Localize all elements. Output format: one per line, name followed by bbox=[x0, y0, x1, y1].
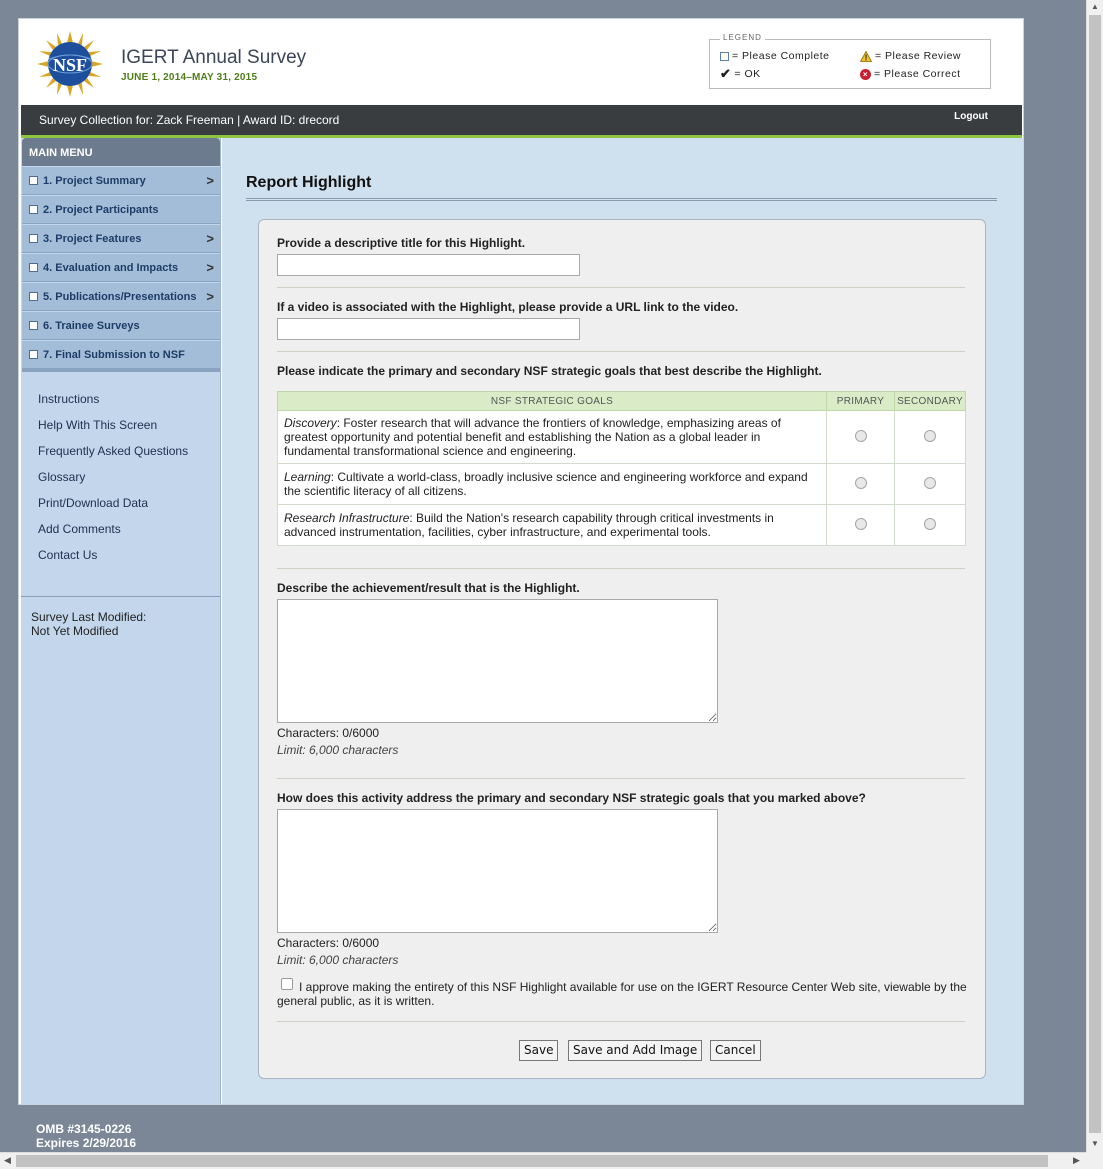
sidebar-item-label: 2. Project Participants bbox=[43, 204, 159, 216]
legend-ok-label: = OK bbox=[734, 68, 761, 80]
sidebar-item-trainee-surveys[interactable] bbox=[22, 311, 220, 340]
sidebar-item-final-submission[interactable] bbox=[22, 340, 220, 369]
table-row-discovery bbox=[278, 411, 966, 464]
legend bbox=[709, 33, 991, 89]
link-add-comments[interactable]: Add Comments bbox=[38, 522, 121, 536]
goals-question: Please indicate the primary and secondary NSF strategic goals that best describe the Highlight. bbox=[277, 364, 822, 378]
expiration-date: Expires 2/29/2016 bbox=[36, 1136, 137, 1150]
page-title: Report Highlight bbox=[246, 174, 372, 191]
scroll-up-arrow-icon[interactable]: ▲ bbox=[1091, 2, 1099, 11]
horizontal-scroll-thumb[interactable] bbox=[16, 1155, 1048, 1167]
legend-complete-label: = Please Complete bbox=[732, 50, 830, 62]
infrastructure-secondary-radio[interactable] bbox=[924, 518, 936, 530]
section-divider bbox=[277, 568, 965, 569]
table-row-learning bbox=[278, 464, 966, 505]
survey-collection-info: Survey Collection for: Zack Freeman | Award ID: drecord bbox=[39, 113, 340, 127]
address-char-limit: Limit: 6,000 characters bbox=[277, 953, 399, 967]
legend-correct-label: = Please Correct bbox=[874, 68, 961, 80]
status-box-icon bbox=[29, 350, 38, 359]
secondary-cell bbox=[895, 464, 966, 505]
status-box-icon bbox=[29, 176, 38, 185]
warning-icon bbox=[860, 51, 872, 62]
primary-cell bbox=[827, 464, 895, 505]
title-divider bbox=[246, 198, 997, 201]
logout-link[interactable]: Logout bbox=[954, 111, 988, 122]
footer bbox=[36, 1122, 136, 1150]
status-box-icon bbox=[29, 292, 38, 301]
approve-public-label: I approve making the entirety of this NSF Highlight available for use on the IGERT Resource Center Web site, viewable by the general public, as it is written. bbox=[277, 980, 967, 1008]
main-content bbox=[222, 138, 1023, 1104]
discovery-secondary-radio[interactable] bbox=[924, 430, 936, 442]
legend-please-correct bbox=[860, 68, 961, 80]
link-faq[interactable]: Frequently Asked Questions bbox=[38, 444, 189, 458]
error-icon: × bbox=[860, 69, 871, 80]
sidebar-item-label: 7. Final Submission to NSF bbox=[43, 349, 185, 361]
link-instructions[interactable]: Instructions bbox=[38, 392, 100, 406]
header bbox=[19, 19, 1023, 105]
status-box-icon bbox=[29, 205, 38, 214]
address-char-count: Characters: 0/6000 bbox=[277, 936, 380, 950]
sidebar-item-publications[interactable] bbox=[22, 282, 220, 311]
goal-term: Learning bbox=[284, 470, 331, 484]
link-print-download[interactable]: Print/Download Data bbox=[38, 496, 149, 510]
address-goals-question: How does this activity address the primary and secondary NSF strategic goals that you marked above? bbox=[277, 791, 866, 805]
vertical-scrollbar[interactable] bbox=[1086, 0, 1103, 1152]
learning-secondary-radio[interactable] bbox=[924, 477, 936, 489]
secondary-cell bbox=[895, 505, 966, 546]
link-contact-us[interactable]: Contact Us bbox=[38, 548, 98, 562]
chevron-right-icon: > bbox=[206, 231, 214, 246]
survey-dates: JUNE 1, 2014–MAY 31, 2015 bbox=[121, 72, 258, 83]
video-url-input[interactable] bbox=[277, 318, 580, 340]
sidebar-item-label: 6. Trainee Surveys bbox=[43, 320, 140, 332]
sidebar-divider bbox=[21, 596, 220, 597]
save-add-image-button[interactable]: Save and Add Image bbox=[568, 1040, 702, 1061]
goal-text: : Build the Nation's research capability through critical investments in advanced instrumentation, facilities, cyber infrastructure, and experimental tools. bbox=[284, 511, 774, 539]
sidebar-item-label: 1. Project Summary bbox=[43, 175, 146, 187]
primary-cell bbox=[827, 411, 895, 464]
col-header-secondary: SECONDARY bbox=[895, 392, 966, 411]
strategic-goals-table bbox=[277, 391, 966, 546]
goal-description bbox=[278, 505, 827, 546]
cancel-button[interactable]: Cancel bbox=[710, 1040, 761, 1061]
col-header-primary: PRIMARY bbox=[827, 392, 895, 411]
link-help-screen[interactable]: Help With This Screen bbox=[38, 418, 158, 432]
address-goals-textarea[interactable] bbox=[277, 809, 718, 933]
table-row-research-infrastructure bbox=[278, 505, 966, 546]
col-header-goals: NSF STRATEGIC GOALS bbox=[278, 392, 827, 411]
link-glossary[interactable]: Glossary bbox=[38, 470, 86, 484]
video-question: If a video is associated with the Highlight, please provide a URL link to the video. bbox=[277, 300, 739, 314]
sidebar bbox=[21, 138, 221, 1104]
checkmark-icon: ✔ bbox=[720, 66, 732, 81]
sidebar-item-label: 5. Publications/Presentations bbox=[43, 291, 197, 303]
sidebar-item-project-summary[interactable] bbox=[22, 166, 220, 195]
empty-box-icon bbox=[720, 52, 729, 61]
modified-label: Survey Last Modified: bbox=[31, 610, 147, 624]
legend-title: LEGEND bbox=[720, 33, 765, 42]
achievement-textarea[interactable] bbox=[277, 599, 718, 723]
goal-text: : Cultivate a world-class, broadly inclusive science and engineering workforce and expand the scientific literacy of all citizens. bbox=[284, 470, 808, 498]
section-divider bbox=[277, 778, 965, 779]
vertical-scroll-thumb[interactable] bbox=[1089, 15, 1101, 1133]
legend-review-label: = Please Review bbox=[875, 50, 961, 62]
achievement-question: Describe the achievement/result that is the Highlight. bbox=[277, 581, 580, 595]
nsf-logo bbox=[37, 31, 103, 97]
sidebar-item-evaluation-impacts[interactable] bbox=[22, 253, 220, 282]
sidebar-item-project-features[interactable] bbox=[22, 224, 220, 253]
sidebar-item-label: 4. Evaluation and Impacts bbox=[43, 262, 179, 274]
section-divider bbox=[277, 351, 965, 352]
legend-please-complete bbox=[720, 50, 830, 62]
goal-term: Research Infrastructure bbox=[284, 511, 410, 525]
primary-cell bbox=[827, 505, 895, 546]
status-box-icon bbox=[29, 234, 38, 243]
chevron-right-icon: > bbox=[206, 260, 214, 275]
title-question: Provide a descriptive title for this Highlight. bbox=[277, 236, 526, 250]
modified-value: Not Yet Modified bbox=[31, 624, 119, 638]
table-header-row bbox=[278, 392, 966, 411]
chevron-right-icon: > bbox=[206, 173, 214, 188]
status-box-icon bbox=[29, 263, 38, 272]
highlight-title-input[interactable] bbox=[277, 254, 580, 276]
help-links bbox=[21, 372, 220, 562]
main-menu-title: MAIN MENU bbox=[22, 138, 220, 166]
section-divider bbox=[277, 287, 965, 288]
achievement-char-limit: Limit: 6,000 characters bbox=[277, 743, 399, 757]
svg-text:NSF: NSF bbox=[52, 55, 88, 75]
page-container bbox=[18, 18, 1024, 1105]
goal-term: Discovery bbox=[284, 416, 337, 430]
user-bar bbox=[21, 105, 1022, 135]
omb-number: OMB #3145-0226 bbox=[36, 1122, 132, 1136]
status-box-icon bbox=[29, 321, 38, 330]
horizontal-scrollbar[interactable] bbox=[0, 1152, 1086, 1169]
goal-description bbox=[278, 464, 827, 505]
achievement-char-count: Characters: 0/6000 bbox=[277, 726, 380, 740]
sidebar-item-label: 3. Project Features bbox=[43, 233, 142, 245]
scroll-right-arrow-icon[interactable]: ▶ bbox=[1073, 1155, 1080, 1165]
scroll-down-arrow-icon[interactable]: ▼ bbox=[1091, 1139, 1099, 1148]
learning-primary-radio[interactable] bbox=[855, 477, 867, 489]
legend-ok bbox=[720, 68, 761, 80]
highlight-form-panel bbox=[258, 219, 986, 1079]
chevron-right-icon: > bbox=[206, 289, 214, 304]
scroll-left-arrow-icon[interactable]: ◀ bbox=[4, 1155, 11, 1165]
save-button[interactable]: Save bbox=[519, 1040, 558, 1061]
legend-please-review bbox=[860, 50, 961, 62]
goal-description bbox=[278, 411, 827, 464]
discovery-primary-radio[interactable] bbox=[855, 430, 867, 442]
infrastructure-primary-radio[interactable] bbox=[855, 518, 867, 530]
app-title: IGERT Annual Survey bbox=[121, 47, 307, 68]
section-divider bbox=[277, 1021, 965, 1022]
scrollbar-corner bbox=[1086, 1152, 1103, 1169]
survey-last-modified bbox=[31, 610, 146, 638]
goal-text: : Foster research that will advance the frontiers of knowledge, emphasizing areas of greatest opportunity and potential benefit and establishing the Nation as a global leader in fundamental transformational science and engineering. bbox=[284, 416, 781, 458]
sidebar-item-project-participants[interactable] bbox=[22, 195, 220, 224]
secondary-cell bbox=[895, 411, 966, 464]
